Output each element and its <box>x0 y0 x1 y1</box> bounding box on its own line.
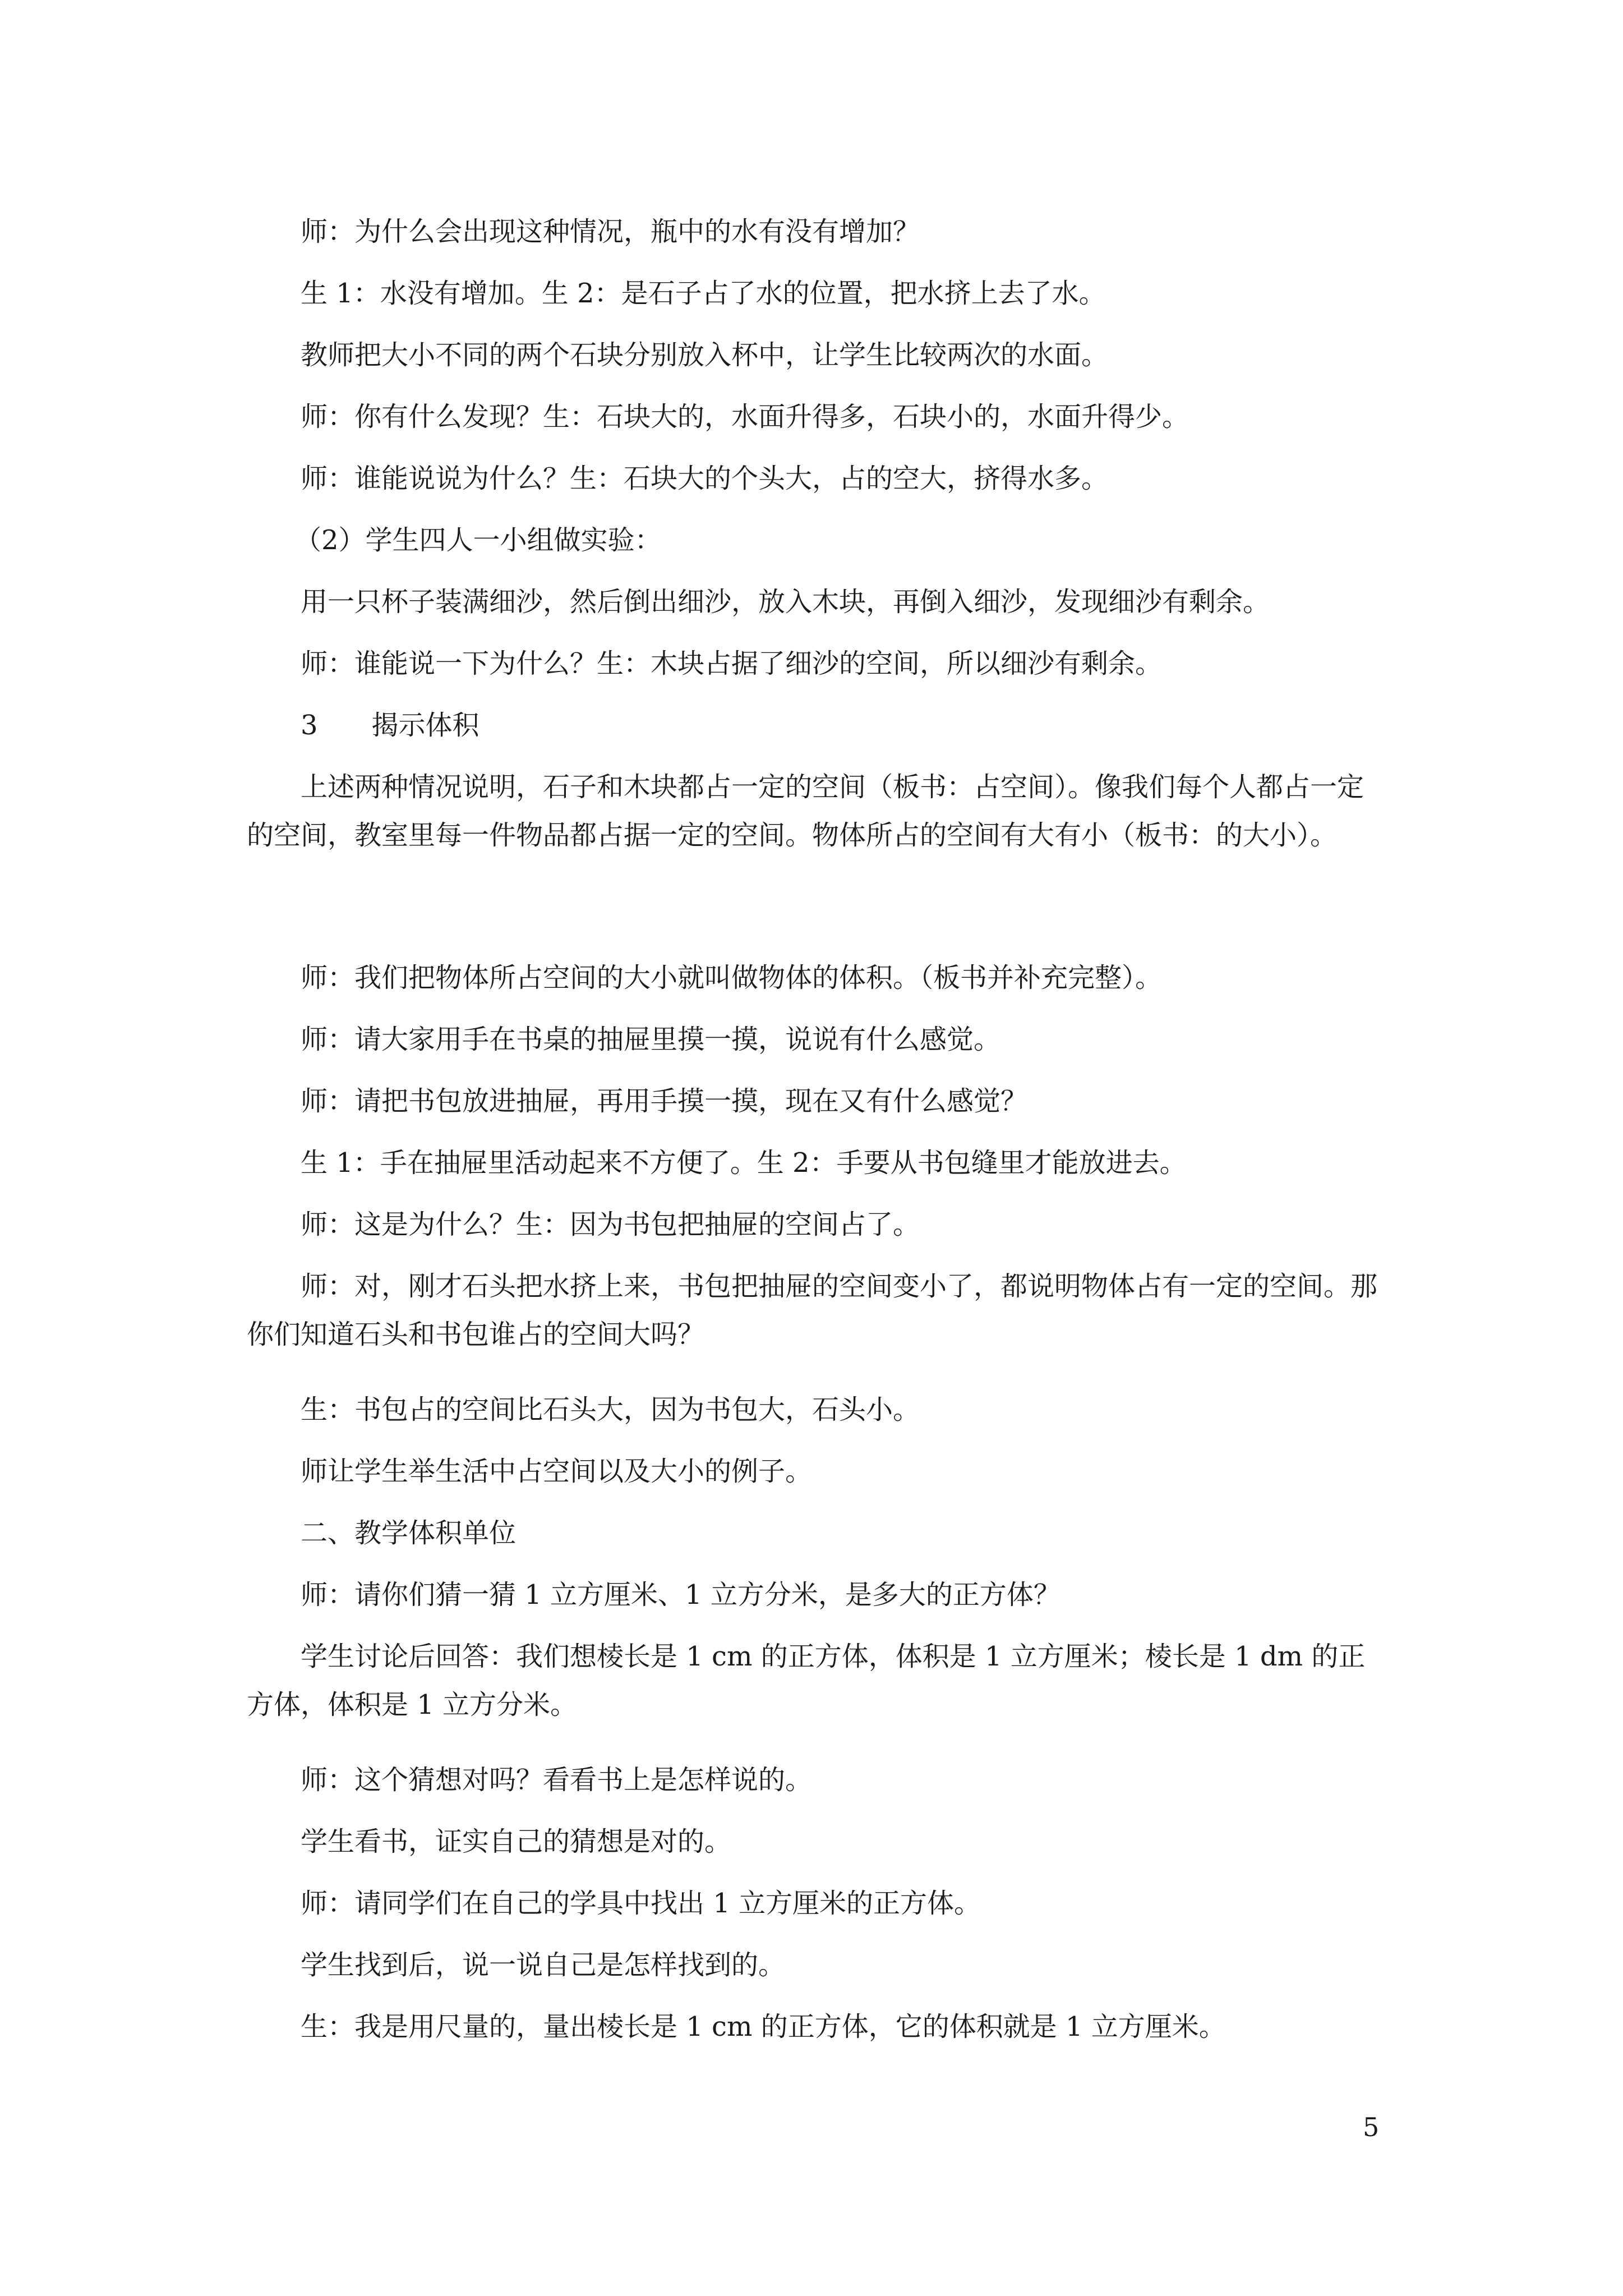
paragraph-24: 师：请同学们在自己的学具中找出 1 立方厘米的正方体。 <box>301 1888 981 1919</box>
paragraph-8: 师：谁能说一下为什么？生：木块占据了细沙的空间，所以细沙有剩余。 <box>301 648 1163 679</box>
paragraph-16: 师：对，刚才石头把水挤上来，书包把抽屉的空间变小了，都说明物体占有一定的空间。那你们知道石头和书包谁占的空间大吗？ <box>247 1271 1378 1350</box>
paragraph-15: 师：这是为什么？生：因为书包把抽屉的空间占了。 <box>301 1209 920 1240</box>
paragraph-12: 师：请大家用手在书桌的抽屉里摸一摸，说说有什么感觉。 <box>301 1024 1001 1055</box>
paragraph-21: 学生讨论后回答：我们想棱长是 1 cm 的正方体，体积是 1 立方厘米；棱长是 1 dm 的正方体，体积是 1 立方分米。 <box>247 1641 1366 1720</box>
paragraph-3: 教师把大小不同的两个石块分别放入杯中，让学生比较两次的水面。 <box>301 339 1109 371</box>
page-number: 5 <box>1363 2112 1380 2142</box>
paragraph-23: 学生看书，证实自己的猜想是对的。 <box>301 1826 732 1857</box>
paragraph-6: （2）学生四人一小组做实验： <box>294 524 662 556</box>
paragraph-1: 师：为什么会出现这种情况，瓶中的水有没有增加？ <box>301 216 920 247</box>
paragraph-7: 用一只杯子装满细沙，然后倒出细沙，放入木块，再倒入细沙，发现细沙有剩余。 <box>301 586 1270 618</box>
section-heading-3: 3 揭示体积 <box>301 710 479 741</box>
paragraph-5: 师：谁能说说为什么？生：石块大的个头大，占的空大，挤得水多。 <box>301 463 1109 494</box>
paragraph-2: 生 1：水没有增加。生 2：是石子占了水的位置，把水挤上去了水。 <box>301 278 1106 309</box>
paragraph-17: 生：书包占的空间比石头大，因为书包大，石头小。 <box>301 1394 920 1425</box>
paragraph-22: 师：这个猜想对吗？看看书上是怎样说的。 <box>301 1764 813 1796</box>
paragraph-4: 师：你有什么发现？生：石块大的，水面升得多，石块小的，水面升得少。 <box>301 401 1189 432</box>
paragraph-18: 师让学生举生活中占空间以及大小的例子。 <box>301 1456 813 1487</box>
paragraph-20: 师：请你们猜一猜 1 立方厘米、1 立方分米，是多大的正方体？ <box>301 1579 1061 1611</box>
paragraph-10: 上述两种情况说明，石子和木块都占一定的空间（板书：占空间）。像我们每个人都占一定的空间，教室里每一件物品都占据一定的空间。物体所占的空间有大有小（板书：的大小）。 <box>247 771 1364 851</box>
paragraph-14: 生 1：手在抽屉里活动起来不方便了。生 2：手要从书包缝里才能放进去。 <box>301 1147 1187 1179</box>
paragraph-13: 师：请把书包放进抽屉，再用手摸一摸，现在又有什么感觉？ <box>301 1085 1028 1117</box>
paragraph-11: 师：我们把物体所占空间的大小就叫做物体的体积。（板书并补充完整）。 <box>301 962 1163 993</box>
paragraph-26: 生：我是用尺量的，量出棱长是 1 cm 的正方体，它的体积就是 1 立方厘米。 <box>301 2011 1226 2042</box>
section-heading-2: 二、教学体积单位 <box>301 1517 517 1549</box>
paragraph-25: 学生找到后，说一说自己是怎样找到的。 <box>301 1949 786 1981</box>
